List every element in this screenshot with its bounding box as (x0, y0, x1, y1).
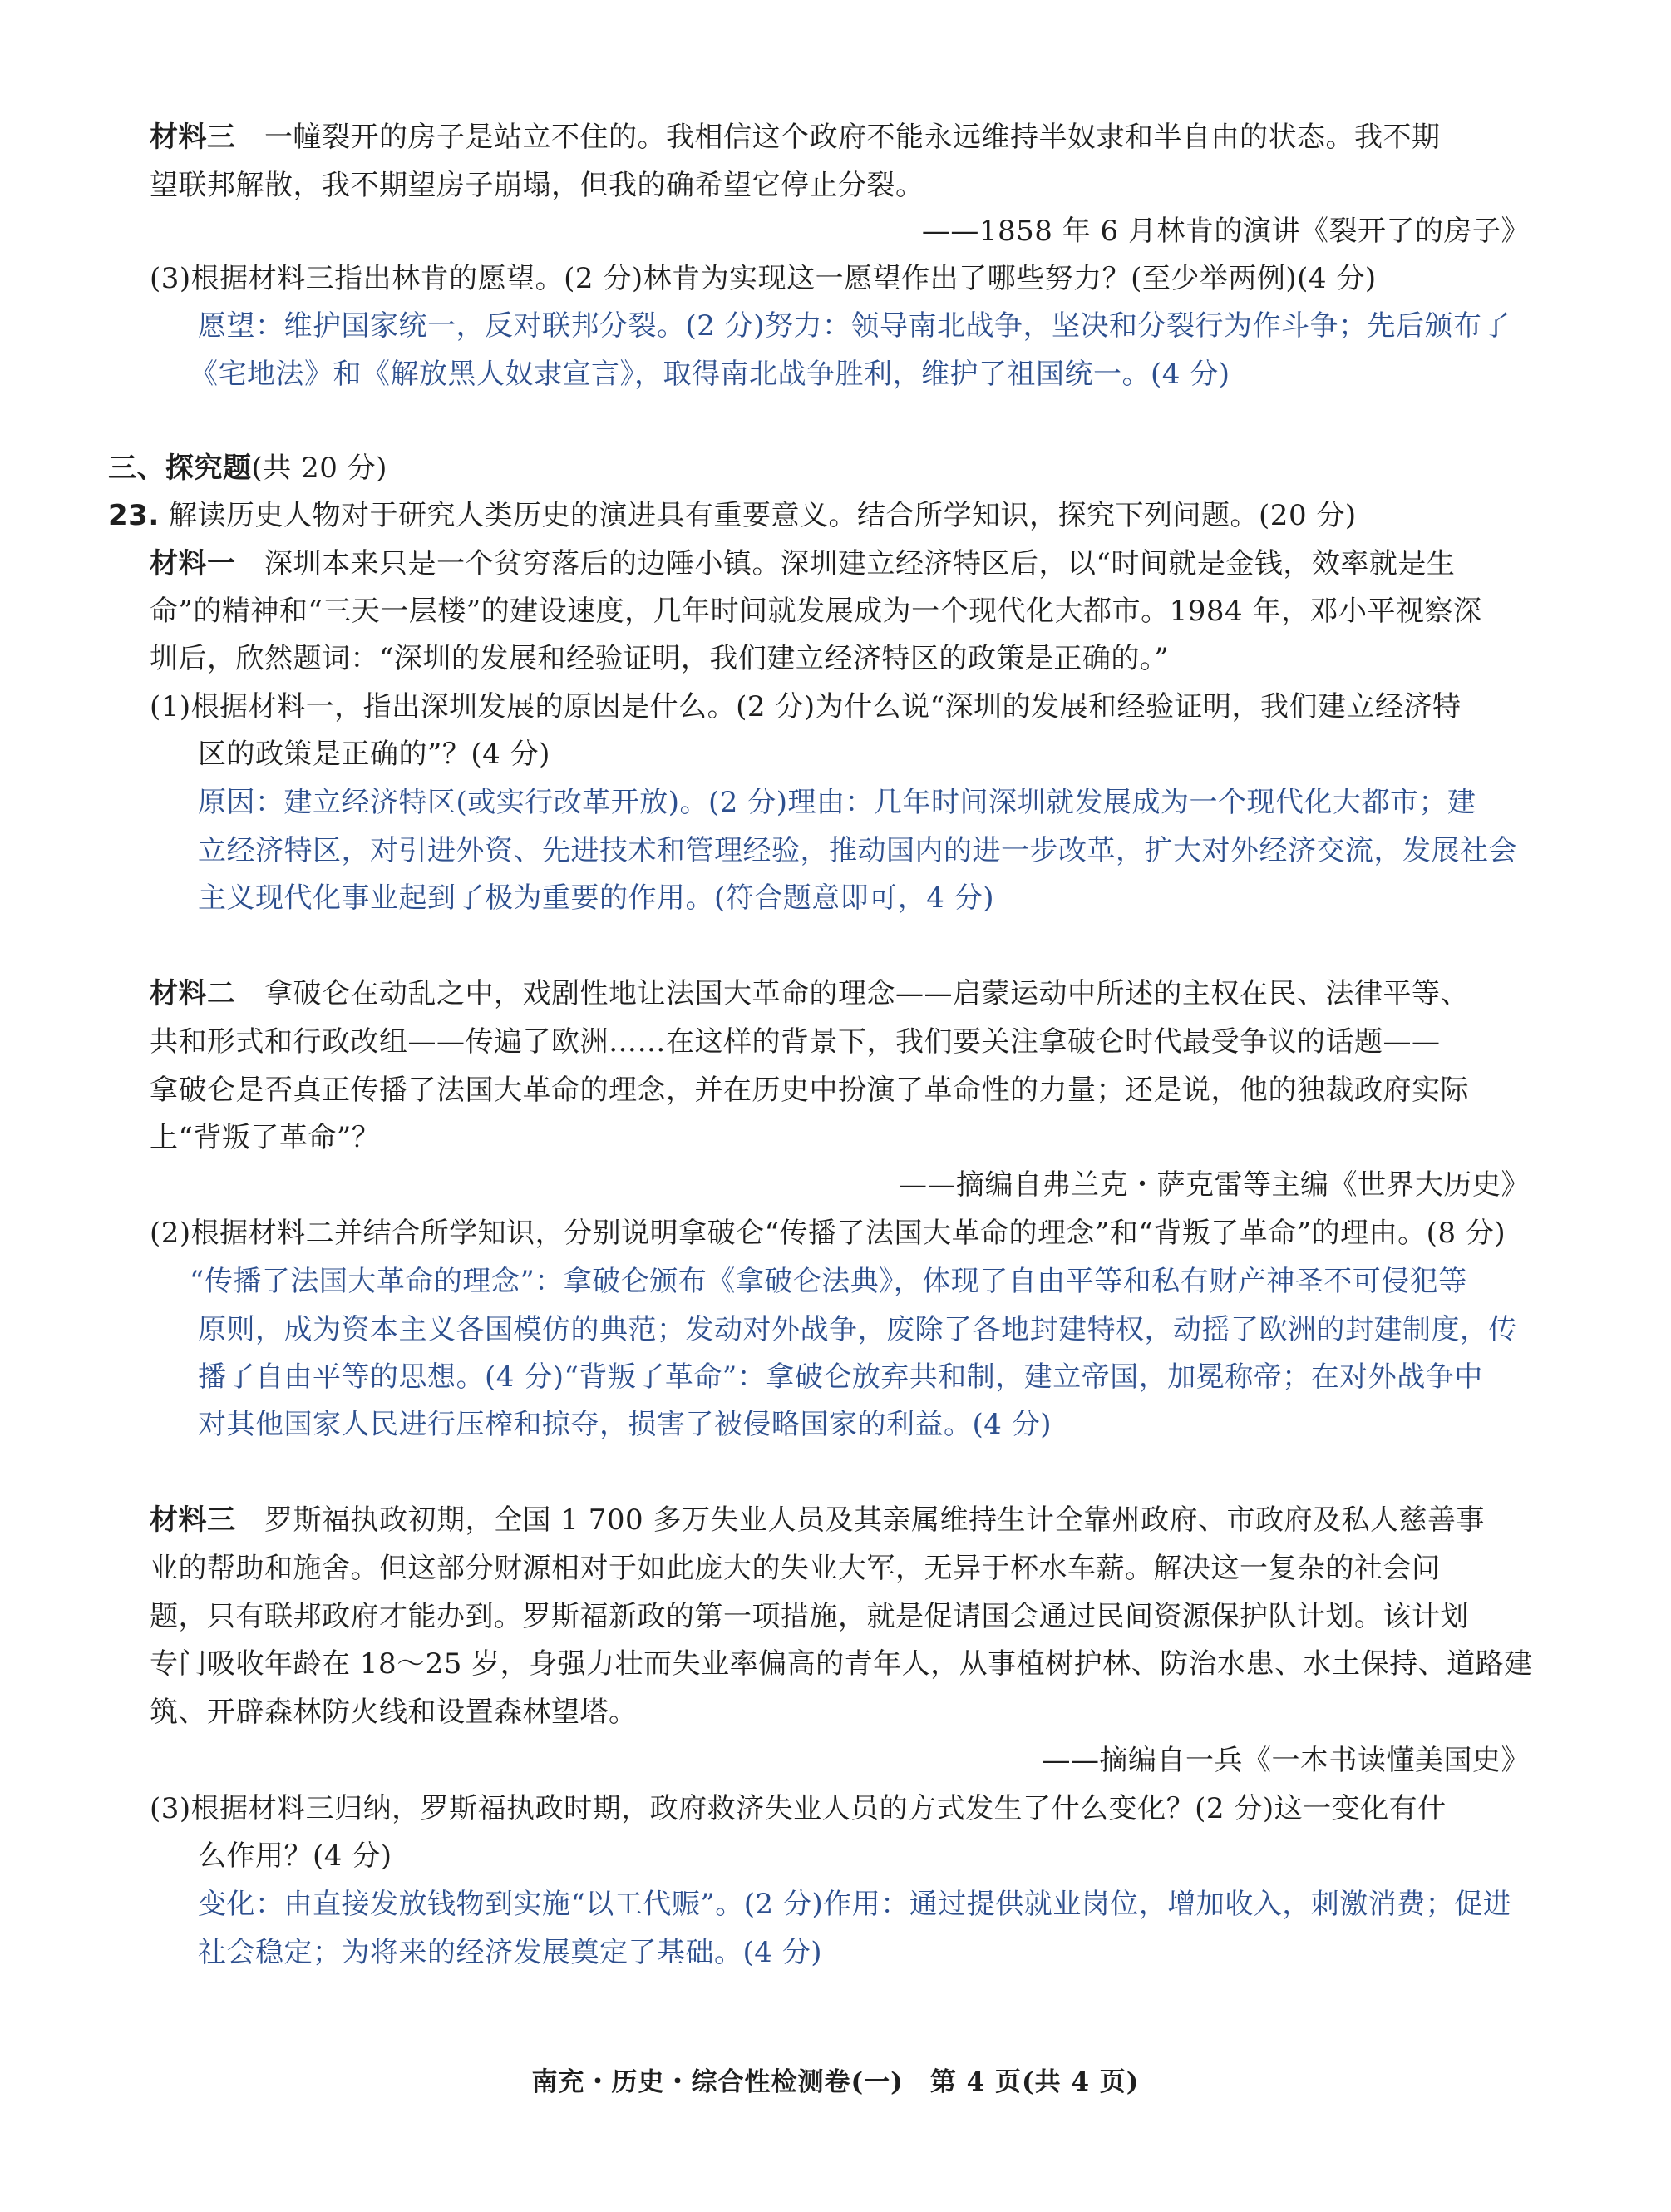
q23-answer2-line1: “传播了法国大革命的理念”：拿破仑颁布《拿破仑法典》，体现了自由平等和私有财产神圣不可侵犯等 (190, 1265, 1467, 1298)
q23-material2-source: ——摘编自弗兰克・萨克雷等主编《世界大历史》 (899, 1168, 1530, 1202)
q23-question1-line1: (1)根据材料一，指出深圳发展的原因是什么。(2 分)为什么说“深圳的发展和经验证明，我们建立经济特 (150, 690, 1462, 723)
material3-lincoln-source: ——1858 年 6 月林肯的演讲《裂开了的房子》 (921, 215, 1530, 248)
answer3-lincoln-line1: 愿望：维护国家统一，反对联邦分裂。(2 分)努力：领导南北战争，坚决和分裂行为作斗争；先后颁布了 (198, 309, 1511, 343)
section3-header: 三、探究题(共 20 分) (108, 452, 387, 485)
q23-answer2-line2: 原则，成为资本主义各国模仿的典范；发动对外战争，废除了各地封建特权，动摇了欧洲的封建制度，传 (198, 1313, 1517, 1346)
q23-material1-line1: 材料一 深圳本来只是一个贫穷落后的边陲小镇。深圳建立经济特区后，以“时间就是金钱，效率就是生 (150, 547, 1456, 580)
q23-material3-line4: 专门吸收年龄在 18～25 岁，身强力壮而失业率偏高的青年人，从事植树护林、防治水患、水土保持、道路建 (150, 1647, 1533, 1681)
q23-answer1-line3: 主义现代化事业起到了极为重要的作用。(符合题意即可，4 分) (198, 881, 994, 915)
q23-question3-line1: (3)根据材料三归纳，罗斯福执政时期，政府救济失业人员的方式发生了什么变化？(2 分)这一变化有什 (150, 1792, 1447, 1825)
q23-question1-line2: 区的政策是正确的”？(4 分) (198, 738, 550, 771)
material3-lincoln-line2: 望联邦解散，我不期望房子崩塌，但我的确希望它停止分裂。 (150, 169, 924, 202)
question3-lincoln: (3)根据材料三指出林肯的愿望。(2 分)林肯为实现这一愿望作出了哪些努力？(至少举两例)(4 分) (150, 262, 1377, 295)
q23-answer3-line1: 变化：由直接发放钱物到实施“以工代赈”。(2 分)作用：通过提供就业岗位，增加收入，刺激消费；促进 (198, 1888, 1512, 1921)
q23-material3-line2: 业的帮助和施舍。但这部分财源相对于如此庞大的失业大军，无异于杯水车薪。解决这一复杂的社会问 (150, 1552, 1441, 1585)
answer3-lincoln-line2: 《宅地法》和《解放黑人奴隶宣言》，取得南北战争胜利，维护了祖国统一。(4 分) (190, 358, 1230, 391)
q23-material3-line5: 筑、开辟森林防火线和设置森林望塔。 (150, 1696, 638, 1729)
q23-question2: (2)根据材料二并结合所学知识，分别说明拿破仑“传播了法国大革命的理念”和“背叛了革命”的理由。(8 分) (150, 1217, 1506, 1250)
material-label: 材料一 (150, 547, 236, 580)
material3-lincoln-line1: 材料三 一幢裂开的房子是站立不住的。我相信这个政府不能永远维持半奴隶和半自由的状态。我不期 (150, 121, 1441, 154)
q23-material1-line3: 圳后，欣然题词：“深圳的发展和经验证明，我们建立经济特区的政策是正确的。” (150, 642, 1170, 675)
q23-material2-line4: 上“背叛了革命”？ (150, 1121, 381, 1154)
q23-answer1-line1: 原因：建立经济特区(或实行改革开放)。(2 分)理由：几年时间深圳就发展成为一个现代化大都市；建 (198, 786, 1476, 819)
q23-answer2-line3: 播了自由平等的思想。(4 分)“背叛了革命”：拿破仑放弃共和制，建立帝国，加冕称帝；在对外战争中 (198, 1360, 1483, 1394)
q23-stem: 23. 解读历史人物对于研究人类历史的演进具有重要意义。结合所学知识，探究下列问题。(20 分) (108, 499, 1357, 532)
q23-question3-line2: 么作用？(4 分) (198, 1839, 392, 1873)
q23-material1-line2: 命”的精神和“三天一层楼”的建设速度，几年时间就发展成为一个现代化大都市。1984 年，邓小平视察深 (150, 595, 1482, 628)
material-label: 材料二 (150, 977, 236, 1010)
q23-answer3-line2: 社会稳定；为将来的经济发展奠定了基础。(4 分) (198, 1936, 822, 1969)
q23-material3-source: ——摘编自一兵《一本书读懂美国史》 (1042, 1744, 1530, 1777)
q23-material2-line1: 材料二 拿破仑在动乱之中，戏剧性地让法国大革命的理念——启蒙运动中所述的主权在民、法律平等、 (150, 977, 1469, 1010)
q23-material2-line2: 共和形式和行政改组——传遍了欧洲……在这样的背景下，我们要关注拿破仑时代最受争议的话题—— (150, 1025, 1441, 1059)
q23-material3-line1: 材料三 罗斯福执政初期，全国 1 700 多万失业人员及其亲属维持生计全靠州政府、市政府及私人慈善事 (150, 1503, 1485, 1537)
material-label: 材料三 (150, 1503, 236, 1537)
q23-material2-line3: 拿破仑是否真正传播了法国大革命的理念，并在历史中扮演了革命性的力量；还是说，他的独裁政府实际 (150, 1074, 1469, 1107)
q23-answer2-line4: 对其他国家人民进行压榨和掠夺，损害了被侵略国家的利益。(4 分) (198, 1408, 1052, 1441)
q23-material3-line3: 题，只有联邦政府才能办到。罗斯福新政的第一项措施，就是促请国会通过民间资源保护队计划。该计划 (150, 1600, 1469, 1633)
material-label: 材料三 (150, 121, 236, 154)
q23-answer1-line2: 立经济特区，对引进外资、先进技术和管理经验，推动国内的进一步改革，扩大对外经济交流，发展社会 (198, 834, 1517, 867)
page-footer: 南充・历史・综合性检测卷(一) 第 4 页(共 4 页) (531, 2067, 1140, 2097)
